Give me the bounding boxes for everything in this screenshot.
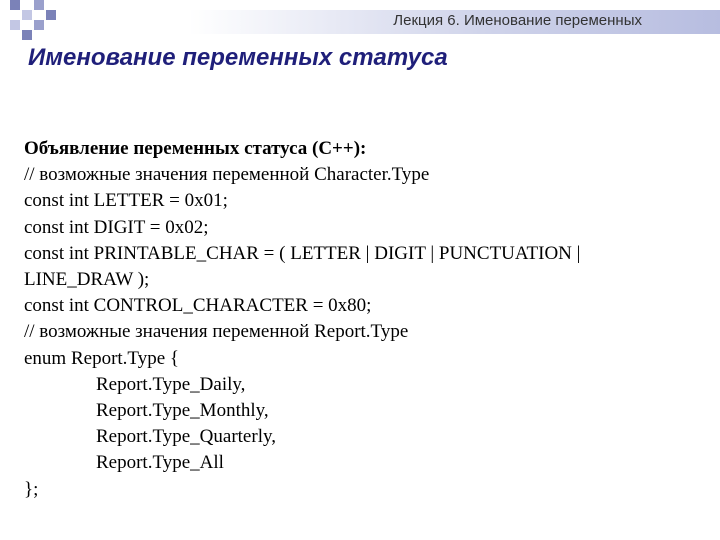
code-line: const int PRINTABLE_CHAR = ( LETTER | DIGIT | PUNCTUATION | [24,242,581,264]
code-line: const int CONTROL_CHARACTER = 0x80; [24,295,372,317]
lecture-title: Лекция 6. Именование переменных [393,12,642,29]
enum-member: Report.Type_Monthly, [96,400,269,422]
enum-member: Report.Type_All [96,452,224,474]
code-line: const int DIGIT = 0x02; [24,216,209,238]
code-line: enum Report.Type { [24,347,180,369]
slide-title: Именование переменных статуса [28,44,448,71]
deco-square [10,20,20,30]
deco-square [22,30,32,40]
code-comment: // возможные значения переменной Report.Type [24,321,409,343]
deco-square [34,20,44,30]
code-line: LINE_DRAW ); [24,269,150,291]
deco-square [10,0,20,10]
slide-body [24,136,704,503]
section-heading: Объявление переменных статуса (C++): [24,138,367,159]
code-line: const int LETTER = 0x01; [24,190,228,212]
enum-member: Report.Type_Quarterly, [96,426,276,448]
deco-square [34,0,44,10]
deco-square [46,10,56,20]
decorative-squares [0,0,60,42]
code-line: }; [24,478,39,500]
enum-member: Report.Type_Daily, [96,373,246,395]
code-comment: // возможные значения переменной Character.Type [24,164,430,186]
deco-square [22,10,32,20]
